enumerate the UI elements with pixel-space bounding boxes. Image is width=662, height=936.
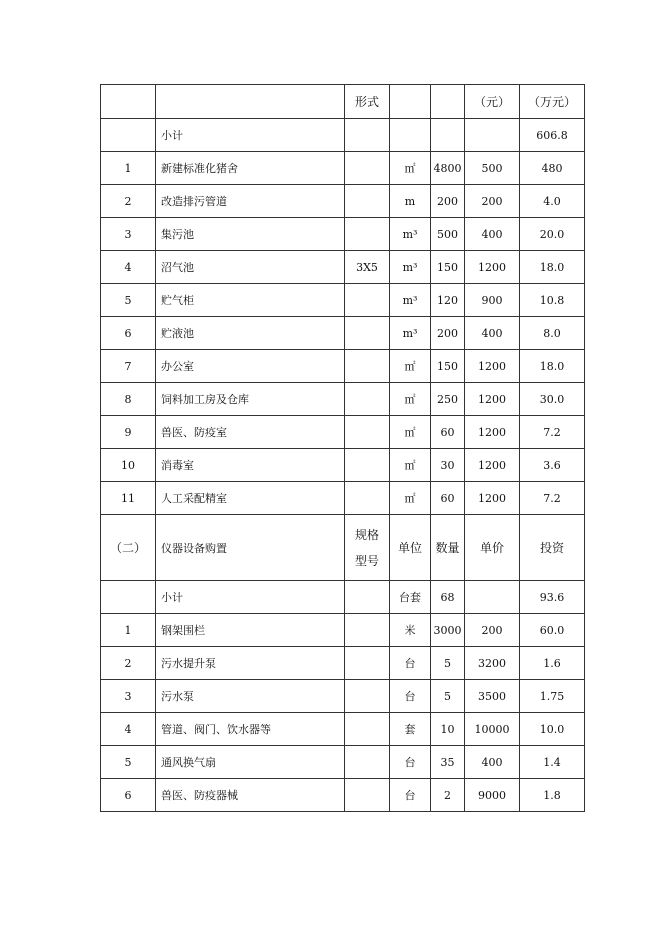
row-name: 贮液池 <box>156 317 345 350</box>
subtotal-qty: 68 <box>431 581 465 614</box>
table-row <box>101 251 585 284</box>
row-qty: 35 <box>431 746 465 779</box>
subtotal-label: 小计 <box>156 581 345 614</box>
row-no: 7 <box>101 350 156 383</box>
section2-unit: 单位 <box>390 515 431 581</box>
table-body <box>101 85 585 812</box>
row-investment: 10.0 <box>520 713 585 746</box>
row-spec <box>345 185 390 218</box>
row-qty: 60 <box>431 416 465 449</box>
row-no: 1 <box>101 152 156 185</box>
row-unit: 台 <box>390 746 431 779</box>
row-no: 4 <box>101 713 156 746</box>
row-no: 6 <box>101 317 156 350</box>
row-price: 3200 <box>465 647 520 680</box>
row-price: 9000 <box>465 779 520 812</box>
row-spec <box>345 449 390 482</box>
spec-line2: 型号 <box>354 553 379 568</box>
table-row <box>101 746 585 779</box>
table-row <box>101 680 585 713</box>
row-spec <box>345 218 390 251</box>
row-spec <box>345 614 390 647</box>
subtotal-investment: 93.6 <box>520 581 585 614</box>
row-investment: 8.0 <box>520 317 585 350</box>
table-row <box>101 614 585 647</box>
row-qty: 10 <box>431 713 465 746</box>
header-qty <box>431 85 465 119</box>
subtotal-unit: 台套 <box>390 581 431 614</box>
empty-cell <box>101 581 156 614</box>
table-row <box>101 284 585 317</box>
row-no: 5 <box>101 284 156 317</box>
row-price: 1200 <box>465 482 520 515</box>
row-qty: 5 <box>431 647 465 680</box>
empty-cell <box>465 581 520 614</box>
table-row <box>101 185 585 218</box>
row-name: 兽医、防疫室 <box>156 416 345 449</box>
row-name: 污水提升泵 <box>156 647 345 680</box>
row-no: 6 <box>101 779 156 812</box>
row-spec <box>345 416 390 449</box>
row-spec <box>345 317 390 350</box>
row-unit: ㎡ <box>390 350 431 383</box>
row-unit: ㎡ <box>390 416 431 449</box>
table-row <box>101 647 585 680</box>
row-investment: 18.0 <box>520 350 585 383</box>
row-no: 2 <box>101 185 156 218</box>
row-no: 8 <box>101 383 156 416</box>
row-qty: 200 <box>431 317 465 350</box>
row-investment: 18.0 <box>520 251 585 284</box>
header-no <box>101 85 156 119</box>
row-name: 集污池 <box>156 218 345 251</box>
row-name: 沼气池 <box>156 251 345 284</box>
row-investment: 30.0 <box>520 383 585 416</box>
row-investment: 7.2 <box>520 482 585 515</box>
table-row <box>101 218 585 251</box>
row-price: 900 <box>465 284 520 317</box>
row-investment: 1.8 <box>520 779 585 812</box>
header-name <box>156 85 345 119</box>
row-spec: 3X5 <box>345 251 390 284</box>
header-unit <box>390 85 431 119</box>
row-price: 10000 <box>465 713 520 746</box>
row-unit: ㎡ <box>390 152 431 185</box>
table-row <box>101 383 585 416</box>
row-price: 1200 <box>465 416 520 449</box>
row-unit: m³ <box>390 251 431 284</box>
row-unit: m³ <box>390 218 431 251</box>
row-investment: 480 <box>520 152 585 185</box>
row-name: 改造排污管道 <box>156 185 345 218</box>
row-unit: 米 <box>390 614 431 647</box>
row-qty: 30 <box>431 449 465 482</box>
row-investment: 3.6 <box>520 449 585 482</box>
section2-no: （二） <box>101 515 156 581</box>
row-investment: 7.2 <box>520 416 585 449</box>
row-unit: 套 <box>390 713 431 746</box>
header-spec: 形式 <box>345 85 390 119</box>
row-spec <box>345 383 390 416</box>
row-qty: 120 <box>431 284 465 317</box>
row-qty: 500 <box>431 218 465 251</box>
row-spec <box>345 746 390 779</box>
table-row <box>101 713 585 746</box>
empty-cell <box>345 581 390 614</box>
row-unit: m³ <box>390 317 431 350</box>
row-name: 污水泵 <box>156 680 345 713</box>
row-name: 新建标准化猪舍 <box>156 152 345 185</box>
row-name: 钢架围栏 <box>156 614 345 647</box>
row-qty: 200 <box>431 185 465 218</box>
row-investment: 1.75 <box>520 680 585 713</box>
table-row <box>101 350 585 383</box>
row-no: 3 <box>101 218 156 251</box>
row-unit: m <box>390 185 431 218</box>
row-price: 200 <box>465 185 520 218</box>
row-spec <box>345 779 390 812</box>
row-unit: 台 <box>390 680 431 713</box>
row-price: 1200 <box>465 350 520 383</box>
section2-price: 单价 <box>465 515 520 581</box>
investment-table <box>100 84 585 812</box>
table-row <box>101 449 585 482</box>
row-unit: m³ <box>390 284 431 317</box>
section2-title: 仪器设备购置 <box>156 515 345 581</box>
row-name: 饲料加工房及仓库 <box>156 383 345 416</box>
row-no: 5 <box>101 746 156 779</box>
row-spec <box>345 713 390 746</box>
section1-subtotal-row <box>101 119 585 152</box>
row-no: 2 <box>101 647 156 680</box>
row-investment: 1.6 <box>520 647 585 680</box>
row-no: 11 <box>101 482 156 515</box>
row-spec <box>345 482 390 515</box>
row-qty: 4800 <box>431 152 465 185</box>
row-qty: 3000 <box>431 614 465 647</box>
row-name: 管道、阀门、饮水器等 <box>156 713 345 746</box>
row-investment: 20.0 <box>520 218 585 251</box>
row-name: 人工采配精室 <box>156 482 345 515</box>
row-qty: 150 <box>431 350 465 383</box>
row-spec <box>345 152 390 185</box>
row-name: 兽医、防疫器械 <box>156 779 345 812</box>
section2-qty: 数量 <box>431 515 465 581</box>
row-price: 400 <box>465 218 520 251</box>
table-row <box>101 482 585 515</box>
row-price: 200 <box>465 614 520 647</box>
row-qty: 150 <box>431 251 465 284</box>
row-no: 3 <box>101 680 156 713</box>
row-price: 1200 <box>465 383 520 416</box>
subtotal-investment: 606.8 <box>520 119 585 152</box>
row-qty: 2 <box>431 779 465 812</box>
header-row <box>101 85 585 119</box>
row-price: 500 <box>465 152 520 185</box>
row-qty: 60 <box>431 482 465 515</box>
row-spec <box>345 680 390 713</box>
row-name: 通风换气扇 <box>156 746 345 779</box>
row-unit: 台 <box>390 647 431 680</box>
header-invest-unit: （万元） <box>520 85 585 119</box>
table-row <box>101 779 585 812</box>
subtotal-label: 小计 <box>156 119 345 152</box>
row-spec <box>345 647 390 680</box>
row-name: 消毒室 <box>156 449 345 482</box>
table-row <box>101 152 585 185</box>
row-price: 400 <box>465 746 520 779</box>
row-qty: 250 <box>431 383 465 416</box>
row-name: 贮气柜 <box>156 284 345 317</box>
row-unit: ㎡ <box>390 383 431 416</box>
row-price: 1200 <box>465 449 520 482</box>
row-price: 400 <box>465 317 520 350</box>
row-spec <box>345 284 390 317</box>
row-investment: 60.0 <box>520 614 585 647</box>
row-investment: 10.8 <box>520 284 585 317</box>
row-unit: ㎡ <box>390 482 431 515</box>
header-price-unit: （元） <box>465 85 520 119</box>
row-no: 1 <box>101 614 156 647</box>
row-price: 3500 <box>465 680 520 713</box>
section2-investment: 投资 <box>520 515 585 581</box>
row-no: 4 <box>101 251 156 284</box>
row-price: 1200 <box>465 251 520 284</box>
table-row <box>101 416 585 449</box>
section2-subtotal-row <box>101 581 585 614</box>
row-no: 10 <box>101 449 156 482</box>
table-row <box>101 317 585 350</box>
section2-header-row <box>101 515 585 581</box>
row-name: 办公室 <box>156 350 345 383</box>
row-unit: 台 <box>390 779 431 812</box>
row-investment: 4.0 <box>520 185 585 218</box>
row-no: 9 <box>101 416 156 449</box>
spec-line1: 规格 <box>354 527 379 542</box>
row-qty: 5 <box>431 680 465 713</box>
section2-spec <box>345 515 390 581</box>
row-unit: ㎡ <box>390 449 431 482</box>
row-spec <box>345 350 390 383</box>
row-investment: 1.4 <box>520 746 585 779</box>
